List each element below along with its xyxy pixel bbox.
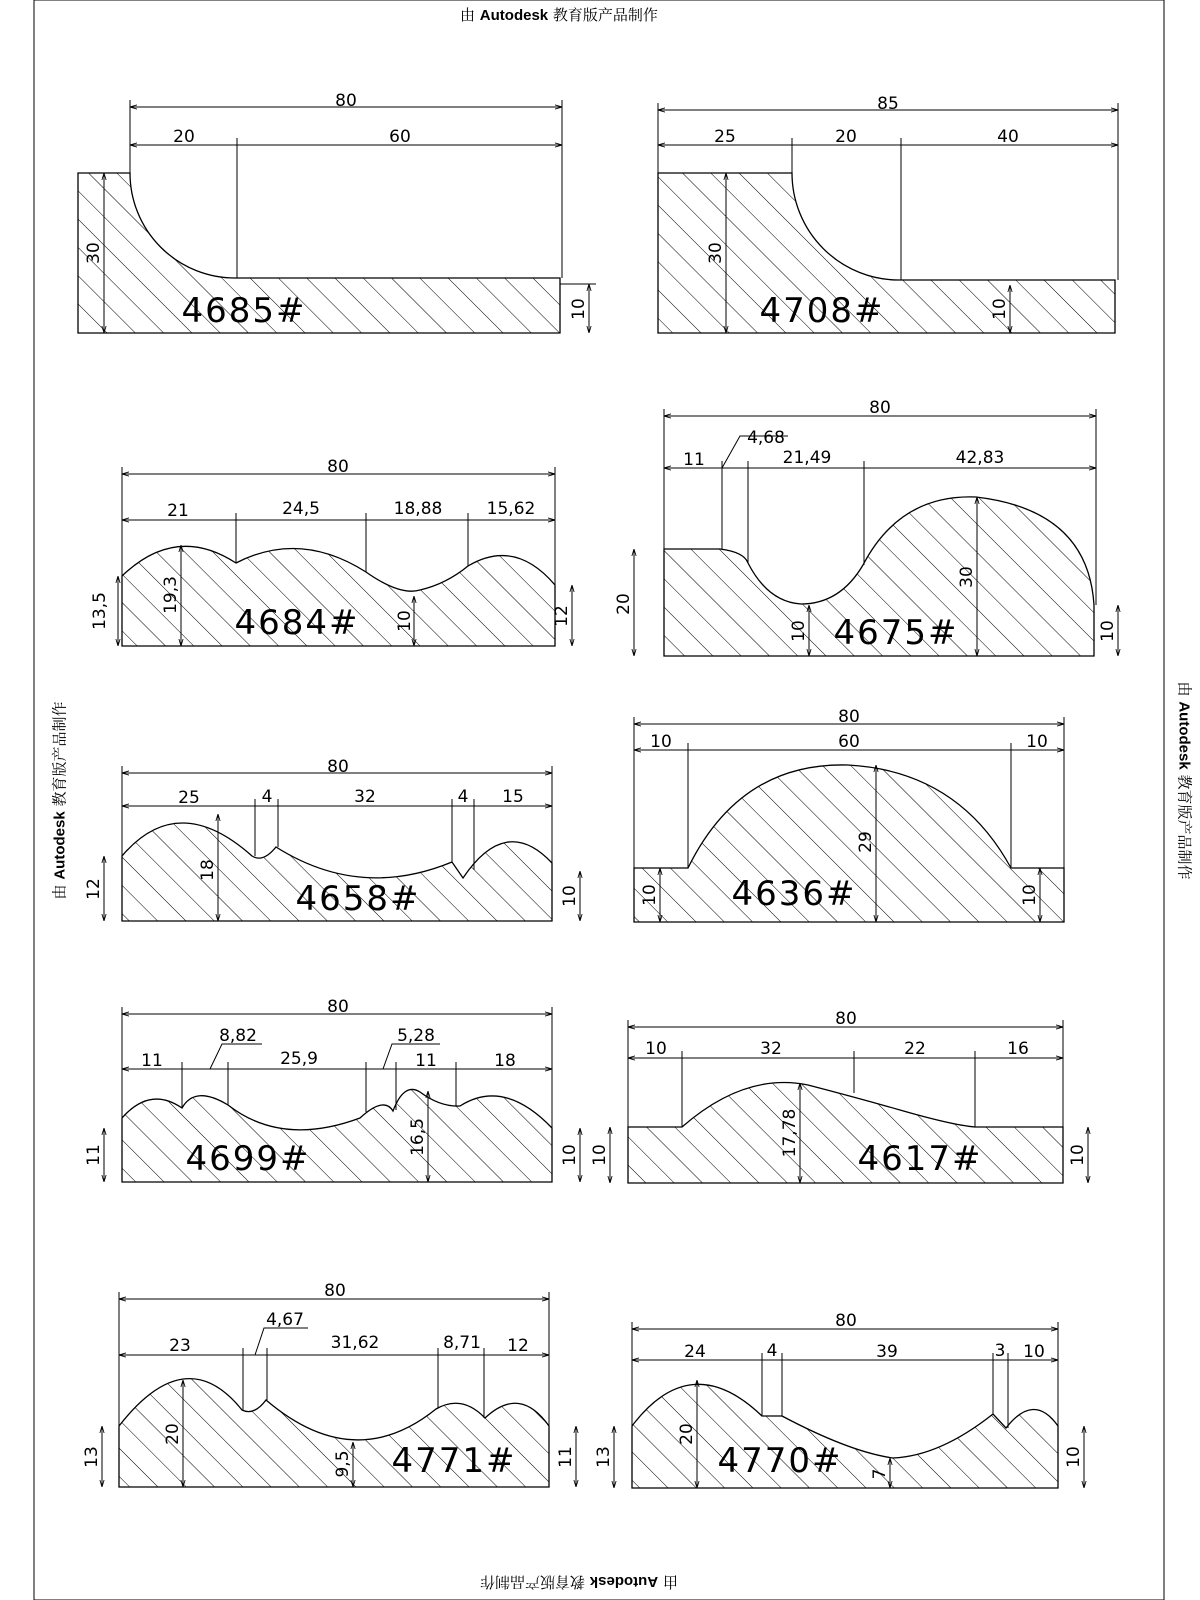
profile-label-4617: 4617# (857, 1139, 983, 1179)
dim-4699-seg-2: 8,82 (219, 1026, 257, 1046)
dim-4617-seg-1: 10 (645, 1039, 667, 1059)
dim-4675-seg-3: 21,49 (782, 448, 832, 468)
profile-4708 (658, 173, 1115, 333)
dim-4708-seg-2: 20 (835, 127, 857, 147)
dim-4771-seg-1: 23 (169, 1336, 191, 1356)
profile-label-4675: 4675# (833, 613, 959, 653)
profile-label-4770: 4770# (717, 1441, 843, 1481)
dim-4699-dim-3: 10 (560, 1144, 580, 1166)
dim-4617-seg-2: 32 (760, 1039, 782, 1059)
dim-4636-seg-3: 10 (1026, 732, 1048, 752)
dim-4685-total: 80 (335, 91, 357, 111)
dim-4684-dim-2: 19,3 (161, 576, 181, 614)
dim-4684-dim-3: 10 (395, 610, 415, 632)
watermark-top: 由 Autodesk 教育版产品制作 (460, 6, 658, 24)
dim-4636-seg-2: 60 (838, 732, 860, 752)
dim-4699-seg-3: 25,9 (280, 1049, 318, 1069)
profile-4617 (628, 1083, 1063, 1183)
dim-4675-seg-4: 42,83 (955, 448, 1005, 468)
dim-4699-total: 80 (327, 997, 349, 1017)
dim-4708-seg-3: 40 (997, 127, 1019, 147)
dim-4771-seg-4: 8,71 (443, 1333, 481, 1353)
profile-label-4636: 4636# (731, 874, 857, 914)
dim-4770-dim-2: 20 (677, 1423, 697, 1445)
dim-4771-dim-2: 20 (163, 1423, 183, 1445)
dim-4770-seg-2: 4 (766, 1341, 778, 1361)
profile-label-4771: 4771# (391, 1441, 517, 1481)
dim-4685-seg-1: 20 (173, 127, 195, 147)
dim-4617-dim-3: 10 (1068, 1144, 1088, 1166)
dim-4658-seg-1: 25 (178, 788, 200, 808)
dim-4675-seg-2: 4,68 (747, 428, 785, 448)
dim-4658-total: 80 (327, 757, 349, 777)
profile-label-4685: 4685# (181, 291, 307, 331)
dim-4770-dim-4: 10 (1064, 1446, 1084, 1468)
dim-4658-seg-3: 32 (354, 787, 376, 807)
dim-4636-dim-3: 10 (1020, 884, 1040, 906)
dim-4770-seg-5: 10 (1023, 1342, 1045, 1362)
dim-4617-dim-2: 17,78 (780, 1108, 800, 1158)
dim-4699-seg-5: 11 (415, 1051, 437, 1071)
dim-4675-dim-2: 10 (789, 620, 809, 642)
dim-4771-total: 80 (324, 1281, 346, 1301)
dim-4684-total: 80 (327, 457, 349, 477)
dim-4699-dim-2: 16,5 (408, 1118, 428, 1156)
dim-4770-seg-1: 24 (684, 1342, 706, 1362)
dim-4770-dim-3: 7 (870, 1468, 890, 1480)
watermark-right: 由 Autodesk 教育版产品制作 (1175, 681, 1194, 880)
dim-4685-base: 10 (569, 298, 589, 320)
dim-4658-seg-4: 4 (457, 787, 469, 807)
dim-4770-dim-1: 13 (594, 1446, 614, 1468)
dim-4770-seg-3: 39 (876, 1342, 898, 1362)
watermark-bottom: 由 Autodesk 教育版产品制作 (480, 1573, 678, 1591)
dim-4771-seg-5: 12 (507, 1336, 529, 1356)
dim-4771-seg-3: 31,62 (330, 1333, 380, 1353)
dim-4708-base: 10 (990, 298, 1010, 320)
dim-4636-total: 80 (838, 707, 860, 727)
dim-4771-dim-4: 11 (556, 1446, 576, 1468)
dim-4699-seg-6: 18 (494, 1051, 516, 1071)
dim-4658-dim-3: 10 (560, 885, 580, 907)
dim-4684-dim-4: 12 (552, 605, 572, 627)
dim-4617-dim-1: 10 (590, 1144, 610, 1166)
profile-label-4658: 4658# (295, 879, 421, 919)
dim-4636-dim-2: 29 (856, 831, 876, 853)
dim-4699-seg-4: 5,28 (397, 1026, 435, 1046)
dim-4675-dim-3: 30 (957, 566, 977, 588)
profile-label-4708: 4708# (759, 291, 885, 331)
dim-4770-seg-4: 3 (994, 1341, 1006, 1361)
dim-4685-height: 30 (84, 242, 104, 264)
dim-4684-dim-1: 13,5 (90, 592, 110, 630)
profile-label-4699: 4699# (185, 1139, 311, 1179)
watermark-left: 由 Autodesk 教育版产品制作 (50, 701, 69, 900)
dim-4708-height: 30 (706, 242, 726, 264)
profile-label-4684: 4684# (234, 603, 360, 643)
dim-4675-total: 80 (869, 398, 891, 418)
profile-4685 (78, 173, 560, 333)
dim-4658-dim-2: 18 (198, 859, 218, 881)
dim-4771-dim-3: 9,5 (333, 1450, 353, 1478)
dim-4658-seg-2: 4 (261, 787, 273, 807)
dim-4658-seg-5: 15 (502, 787, 524, 807)
dim-4684-seg-2: 24,5 (282, 499, 320, 519)
dim-4617-seg-3: 22 (904, 1039, 926, 1059)
dim-4675-dim-1: 20 (614, 593, 634, 615)
dim-4685-seg-2: 60 (389, 127, 411, 147)
dim-4684-seg-3: 18,88 (393, 499, 443, 519)
dim-4675-seg-1: 11 (683, 450, 705, 470)
dim-4699-seg-1: 11 (141, 1051, 163, 1071)
dim-4617-total: 80 (835, 1009, 857, 1029)
dim-4771-dim-1: 13 (82, 1446, 102, 1468)
dim-4699-dim-1: 11 (84, 1144, 104, 1166)
dim-4708-seg-1: 25 (714, 127, 736, 147)
dim-4684-seg-4: 15,62 (486, 499, 536, 519)
dim-4684-seg-1: 21 (167, 501, 189, 521)
dim-4771-seg-2: 4,67 (266, 1310, 304, 1330)
dim-4617-seg-4: 16 (1007, 1039, 1029, 1059)
dim-4636-seg-1: 10 (650, 732, 672, 752)
dim-4708-total: 85 (877, 94, 899, 114)
dim-4658-dim-1: 12 (84, 878, 104, 900)
dim-4675-dim-4: 10 (1098, 620, 1118, 642)
dim-4636-dim-1: 10 (640, 884, 660, 906)
dim-4770-total: 80 (835, 1311, 857, 1331)
